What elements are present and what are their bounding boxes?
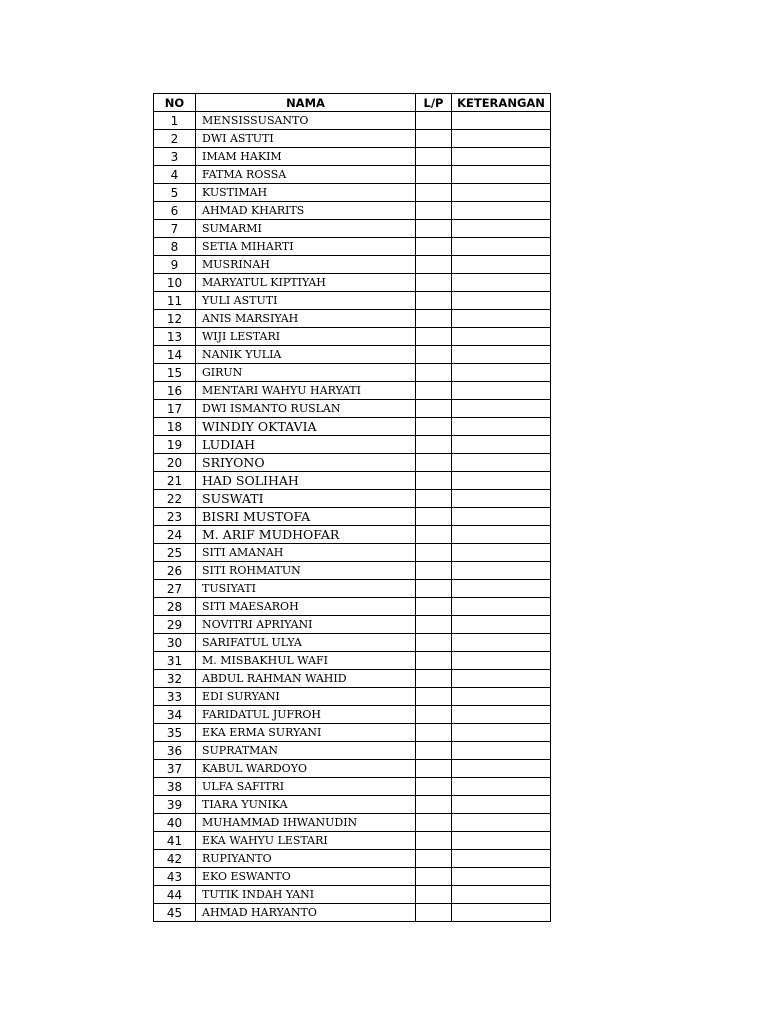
gender-cell (416, 238, 452, 256)
table-row (154, 202, 551, 220)
row-number-cell: 28 (154, 598, 196, 616)
gender-cell (416, 148, 452, 166)
row-number-cell: 40 (154, 814, 196, 832)
name-cell: SUMARMI (196, 220, 416, 238)
table-row (154, 634, 551, 652)
name-cell: TIARA YUNIKA (196, 796, 416, 814)
table-row (154, 670, 551, 688)
row-number-cell: 30 (154, 634, 196, 652)
gender-cell (416, 436, 452, 454)
gender-cell (416, 220, 452, 238)
table-row (154, 184, 551, 202)
gender-cell (416, 400, 452, 418)
remarks-cell (452, 814, 551, 832)
name-cell: NANIK YULIA (196, 346, 416, 364)
row-number-cell: 26 (154, 562, 196, 580)
name-cell: GIRUN (196, 364, 416, 382)
name-cell: BISRI MUSTOFA (196, 508, 416, 526)
row-number-cell: 44 (154, 886, 196, 904)
remarks-cell (452, 310, 551, 328)
remarks-cell (452, 382, 551, 400)
name-cell: RUPIYANTO (196, 850, 416, 868)
table-row (154, 166, 551, 184)
table-row (154, 130, 551, 148)
name-list-table (153, 93, 551, 922)
remarks-cell (452, 130, 551, 148)
gender-cell (416, 850, 452, 868)
remarks-cell (452, 634, 551, 652)
remarks-cell (452, 526, 551, 544)
row-number-cell: 15 (154, 364, 196, 382)
row-number-cell: 10 (154, 274, 196, 292)
row-number-cell: 33 (154, 688, 196, 706)
table-row (154, 148, 551, 166)
gender-cell (416, 706, 452, 724)
row-number-cell: 45 (154, 904, 196, 922)
table-row (154, 220, 551, 238)
name-cell: MENSISSUSANTO (196, 112, 416, 130)
table-row (154, 526, 551, 544)
name-cell: EKA ERMA SURYANI (196, 724, 416, 742)
gender-cell (416, 490, 452, 508)
gender-cell (416, 724, 452, 742)
row-number-cell: 12 (154, 310, 196, 328)
row-number-cell: 21 (154, 472, 196, 490)
name-cell: SITI AMANAH (196, 544, 416, 562)
header-lp: L/P (416, 94, 452, 112)
table-row (154, 778, 551, 796)
name-cell: MUSRINAH (196, 256, 416, 274)
table-body (154, 112, 551, 922)
table-row (154, 832, 551, 850)
remarks-cell (452, 832, 551, 850)
name-cell: SITI ROHMATUN (196, 562, 416, 580)
table-row (154, 454, 551, 472)
row-number-cell: 14 (154, 346, 196, 364)
name-cell: EDI SURYANI (196, 688, 416, 706)
row-number-cell: 17 (154, 400, 196, 418)
table-row (154, 904, 551, 922)
remarks-cell (452, 544, 551, 562)
table-row (154, 310, 551, 328)
gender-cell (416, 832, 452, 850)
table-row (154, 886, 551, 904)
name-cell: SARIFATUL ULYA (196, 634, 416, 652)
row-number-cell: 39 (154, 796, 196, 814)
name-cell: TUTIK INDAH YANI (196, 886, 416, 904)
table-row (154, 112, 551, 130)
name-cell: M. ARIF MUDHOFAR (196, 526, 416, 544)
gender-cell (416, 202, 452, 220)
row-number-cell: 41 (154, 832, 196, 850)
row-number-cell: 31 (154, 652, 196, 670)
row-number-cell: 43 (154, 868, 196, 886)
table-row (154, 490, 551, 508)
name-cell: SUSWATI (196, 490, 416, 508)
row-number-cell: 22 (154, 490, 196, 508)
name-cell: SITI MAESAROH (196, 598, 416, 616)
table-row (154, 616, 551, 634)
row-number-cell: 19 (154, 436, 196, 454)
table-row (154, 256, 551, 274)
remarks-cell (452, 562, 551, 580)
row-number-cell: 4 (154, 166, 196, 184)
table-row (154, 274, 551, 292)
header-nama: NAMA (196, 94, 416, 112)
remarks-cell (452, 724, 551, 742)
gender-cell (416, 760, 452, 778)
remarks-cell (452, 418, 551, 436)
remarks-cell (452, 220, 551, 238)
gender-cell (416, 814, 452, 832)
table-row (154, 598, 551, 616)
header-no: NO (154, 94, 196, 112)
remarks-cell (452, 904, 551, 922)
row-number-cell: 27 (154, 580, 196, 598)
name-cell: LUDIAH (196, 436, 416, 454)
remarks-cell (452, 202, 551, 220)
name-cell: YULI ASTUTI (196, 292, 416, 310)
table-row (154, 562, 551, 580)
remarks-cell (452, 346, 551, 364)
remarks-cell (452, 454, 551, 472)
gender-cell (416, 382, 452, 400)
table-row (154, 724, 551, 742)
gender-cell (416, 904, 452, 922)
name-cell: MARYATUL KIPTIYAH (196, 274, 416, 292)
row-number-cell: 36 (154, 742, 196, 760)
row-number-cell: 29 (154, 616, 196, 634)
row-number-cell: 16 (154, 382, 196, 400)
gender-cell (416, 544, 452, 562)
gender-cell (416, 526, 452, 544)
remarks-cell (452, 760, 551, 778)
remarks-cell (452, 688, 551, 706)
gender-cell (416, 328, 452, 346)
remarks-cell (452, 166, 551, 184)
row-number-cell: 3 (154, 148, 196, 166)
remarks-cell (452, 670, 551, 688)
name-cell: KABUL WARDOYO (196, 760, 416, 778)
table-row (154, 796, 551, 814)
name-cell: FARIDATUL JUFROH (196, 706, 416, 724)
table-row (154, 418, 551, 436)
gender-cell (416, 112, 452, 130)
gender-cell (416, 616, 452, 634)
table-header (154, 94, 551, 112)
gender-cell (416, 598, 452, 616)
gender-cell (416, 184, 452, 202)
row-number-cell: 8 (154, 238, 196, 256)
name-cell: SRIYONO (196, 454, 416, 472)
remarks-cell (452, 652, 551, 670)
table-row (154, 706, 551, 724)
remarks-cell (452, 364, 551, 382)
gender-cell (416, 292, 452, 310)
table-row (154, 742, 551, 760)
gender-cell (416, 364, 452, 382)
gender-cell (416, 256, 452, 274)
name-cell: MENTARI WAHYU HARYATI (196, 382, 416, 400)
remarks-cell (452, 796, 551, 814)
name-cell: SETIA MIHARTI (196, 238, 416, 256)
remarks-cell (452, 742, 551, 760)
remarks-cell (452, 274, 551, 292)
remarks-cell (452, 508, 551, 526)
remarks-cell (452, 886, 551, 904)
name-cell: HAD SOLIHAH (196, 472, 416, 490)
table-row (154, 346, 551, 364)
row-number-cell: 24 (154, 526, 196, 544)
name-cell: FATMA ROSSA (196, 166, 416, 184)
gender-cell (416, 688, 452, 706)
table-row (154, 364, 551, 382)
gender-cell (416, 130, 452, 148)
gender-cell (416, 796, 452, 814)
remarks-cell (452, 778, 551, 796)
gender-cell (416, 562, 452, 580)
remarks-cell (452, 472, 551, 490)
remarks-cell (452, 400, 551, 418)
row-number-cell: 25 (154, 544, 196, 562)
remarks-cell (452, 436, 551, 454)
name-cell: IMAM HAKIM (196, 148, 416, 166)
row-number-cell: 18 (154, 418, 196, 436)
table-row (154, 580, 551, 598)
name-cell: SUPRATMAN (196, 742, 416, 760)
remarks-cell (452, 706, 551, 724)
row-number-cell: 6 (154, 202, 196, 220)
header-row (154, 94, 551, 112)
name-cell: ABDUL RAHMAN WAHID (196, 670, 416, 688)
name-cell: AHMAD HARYANTO (196, 904, 416, 922)
table-row (154, 850, 551, 868)
gender-cell (416, 472, 452, 490)
name-cell: DWI ISMANTO RUSLAN (196, 400, 416, 418)
row-number-cell: 7 (154, 220, 196, 238)
name-cell: ANIS MARSIYAH (196, 310, 416, 328)
table-row (154, 544, 551, 562)
remarks-cell (452, 256, 551, 274)
row-number-cell: 38 (154, 778, 196, 796)
name-cell: AHMAD KHARITS (196, 202, 416, 220)
name-cell: M. MISBAKHUL WAFI (196, 652, 416, 670)
remarks-cell (452, 850, 551, 868)
table-row (154, 328, 551, 346)
row-number-cell: 13 (154, 328, 196, 346)
row-number-cell: 11 (154, 292, 196, 310)
row-number-cell: 9 (154, 256, 196, 274)
name-cell: DWI ASTUTI (196, 130, 416, 148)
row-number-cell: 35 (154, 724, 196, 742)
gender-cell (416, 166, 452, 184)
header-keterangan: KETERANGAN (452, 94, 551, 112)
gender-cell (416, 634, 452, 652)
name-cell: WINDIY OKTAVIA (196, 418, 416, 436)
name-cell: WIJI LESTARI (196, 328, 416, 346)
table-row (154, 292, 551, 310)
gender-cell (416, 274, 452, 292)
table-row (154, 652, 551, 670)
row-number-cell: 20 (154, 454, 196, 472)
remarks-cell (452, 148, 551, 166)
gender-cell (416, 886, 452, 904)
gender-cell (416, 508, 452, 526)
name-cell: EKA WAHYU LESTARI (196, 832, 416, 850)
table-row (154, 760, 551, 778)
gender-cell (416, 454, 452, 472)
table-row (154, 814, 551, 832)
gender-cell (416, 346, 452, 364)
remarks-cell (452, 598, 551, 616)
remarks-cell (452, 490, 551, 508)
row-number-cell: 1 (154, 112, 196, 130)
gender-cell (416, 868, 452, 886)
table-row (154, 436, 551, 454)
remarks-cell (452, 238, 551, 256)
table-row (154, 508, 551, 526)
table-row (154, 382, 551, 400)
remarks-cell (452, 580, 551, 598)
gender-cell (416, 418, 452, 436)
name-cell: KUSTIMAH (196, 184, 416, 202)
name-cell: TUSIYATI (196, 580, 416, 598)
gender-cell (416, 670, 452, 688)
gender-cell (416, 652, 452, 670)
row-number-cell: 2 (154, 130, 196, 148)
remarks-cell (452, 112, 551, 130)
gender-cell (416, 310, 452, 328)
table-row (154, 868, 551, 886)
row-number-cell: 42 (154, 850, 196, 868)
name-cell: MUHAMMAD IHWANUDIN (196, 814, 416, 832)
remarks-cell (452, 616, 551, 634)
table-row (154, 238, 551, 256)
remarks-cell (452, 328, 551, 346)
name-cell: ULFA SAFITRI (196, 778, 416, 796)
row-number-cell: 32 (154, 670, 196, 688)
table-row (154, 688, 551, 706)
name-cell: EKO ESWANTO (196, 868, 416, 886)
name-cell: NOVITRI APRIYANI (196, 616, 416, 634)
table-row (154, 472, 551, 490)
gender-cell (416, 778, 452, 796)
gender-cell (416, 580, 452, 598)
gender-cell (416, 742, 452, 760)
row-number-cell: 37 (154, 760, 196, 778)
row-number-cell: 23 (154, 508, 196, 526)
remarks-cell (452, 868, 551, 886)
row-number-cell: 5 (154, 184, 196, 202)
remarks-cell (452, 184, 551, 202)
row-number-cell: 34 (154, 706, 196, 724)
remarks-cell (452, 292, 551, 310)
table-row (154, 400, 551, 418)
